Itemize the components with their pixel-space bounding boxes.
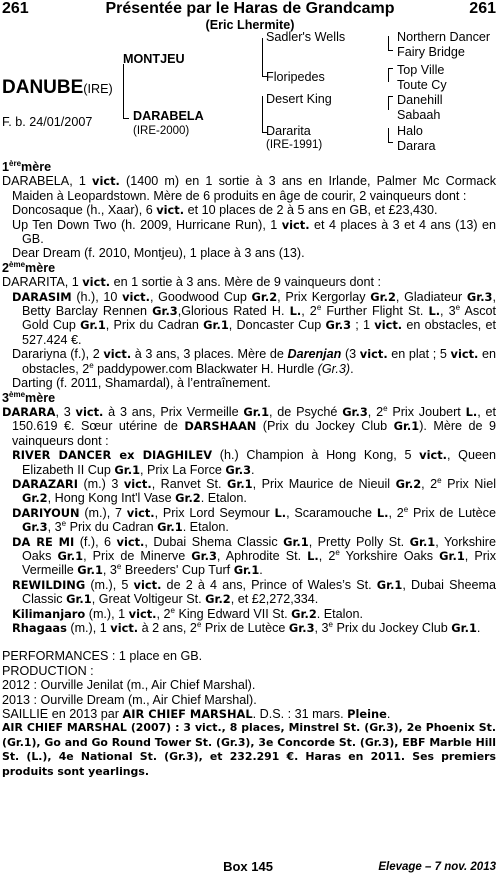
horse-name-line [2, 78, 113, 98]
g3-dam-sire-dam: Sabaah [397, 108, 441, 122]
covering: SAILLIE en 2013 par AIR CHIEF MARSHAL. D.S. : 31 mars. Pleine. [2, 707, 391, 722]
produce-entry: Dear Dream (f. 2010, Montjeu), 1 place à 3 ans (13). [12, 246, 305, 261]
bracket-line [262, 96, 263, 132]
bracket-line [388, 96, 389, 110]
bracket-line [388, 68, 389, 82]
page-number-left: 261 [2, 0, 29, 17]
produce-entry: Kilimanjaro (m.), 1 vict., 2e King Edward VII St. Gr.2. Etalon. [12, 605, 363, 621]
g3-dam-dam-sire: Halo [397, 124, 423, 138]
second-dam-heading: 2èmemère [2, 259, 56, 275]
produce-entry: DARAZARI (m.) 3 vict., Ranvet St. Gr.1, Prix Maurice de Nieuil Gr.2, 2e Prix Niel Gr.2, Hong Kong Int'l Vase Gr.2. Etalon. [12, 475, 496, 506]
sire-name: MONTJEU [123, 52, 185, 66]
bracket-line [388, 68, 393, 69]
bracket-line [123, 64, 124, 118]
g3-sire-sire-dam: Fairy Bridge [397, 45, 465, 59]
spacer [2, 635, 496, 649]
page-footer [0, 860, 496, 878]
second-dam-intro: DARARITA, 1 vict. en 1 sortie à 3 ans. Mère de 9 vainqueurs dont : [2, 275, 382, 290]
pedigree-table [0, 30, 500, 155]
dam-sire: Desert King [266, 92, 332, 106]
production-2013: 2013 : Ourville Dream (m., Air Chief Marshal). [2, 692, 257, 707]
g3-dam-sire-sire: Danehill [397, 93, 443, 107]
sire-dam: Floripedes [266, 70, 325, 84]
presenter-name: (Eric Lhermite) [205, 18, 295, 32]
page-number-right: 261 [469, 0, 496, 17]
third-dam-intro: DARARA, 3 vict. à 3 ans, Prix Vermeille Gr.1, de Psyché Gr.3, 2e Prix Joubert L., et 150.619 €. Sœur utérine de DARSHAAN (Prix du Jockey Club Gr.1). Mère de 9 vainqueurs dont : [2, 403, 496, 448]
stallion-record: AIR CHIEF MARSHAL (2007) : 3 vict., 8 places, Minstrel St. (Gr.3), 2e Phoenix St. (Gr.1), Go and Go Round Tower St. (Gr.3), 3e Concorde St. (Gr.3), EBF Marble Hill St. (L.), 4e National St. (Gr.3), et 232.291 €. Haras en 2011. Ses premiers produits sont yearlings. [2, 721, 496, 778]
produce-entry: RIVER DANCER ex DIAGHILEV (h.) Champion à Hong Kong, 5 vict., Queen Elizabeth II Cup Gr.1, Prix La Force Gr.3. [12, 448, 496, 477]
bracket-line [388, 36, 389, 50]
horse-name: DANUBE [2, 77, 84, 98]
g3-dam-dam-dam: Darara [397, 139, 436, 153]
produce-entry: Darariyna (f.), 2 vict. à 3 ans, 3 places. Mère de Darenjan (3 vict. en plat ; 5 vict. en obstacles, 2e paddypower.com Blackwater H. Hurdle (Gr.3). [12, 347, 496, 376]
page-title: Présentée par le Haras de Grandcamp [105, 0, 395, 17]
bracket-line [262, 38, 263, 76]
bracket-line [388, 96, 393, 97]
produce-entry: Rhagaas (m.), 1 vict. à 2 ans, 2e Prix de Lutèce Gr.3, 3e Prix du Jockey Club Gr.1. [12, 620, 481, 635]
dam-dam-info: (IRE-1991) [266, 139, 323, 151]
production-heading: PRODUCTION : [2, 663, 94, 678]
produce-entry: Doncosaque (h., Xaar), 6 vict. et 10 places de 2 à 5 ans en GB, et £23,430. [12, 203, 438, 218]
horse-country: (IRE) [83, 82, 113, 96]
bracket-line [388, 128, 389, 142]
g3-sire-dam-sire: Top Ville [397, 63, 445, 77]
produce-record [2, 160, 496, 779]
page-header [0, 0, 500, 32]
produce-entry: Up Ten Down Two (h. 2009, Hurricane Run), 1 vict. et 4 places à 3 et 4 ans (13) en GB. [12, 217, 497, 247]
g3-sire-dam-dam: Toute Cy [397, 78, 447, 92]
dam-dam: Dararita [266, 124, 311, 138]
first-dam-heading: 1èremère [2, 159, 52, 174]
produce-entry: Darting (f. 2011, Shamardal), à l’entraînement. [12, 376, 271, 391]
sire-sire: Sadler's Wells [266, 30, 346, 44]
horse-info: F. b. 24/01/2007 [2, 115, 93, 129]
bracket-line [388, 142, 393, 143]
produce-entry: DARIYOUN (m.), 7 vict., Prix Lord Seymour L., Scaramouche L., 2e Prix de Lutèce Gr.3, 3e Prix du Cadran Gr.1. Etalon. [12, 504, 496, 535]
produce-entry: REWILDING (m.), 5 vict. de 2 à 4 ans, Prince of Wales’s St. Gr.1, Dubai Sheema Classic Gr.1, Great Voltigeur St. Gr.2, et £2,272,334. [12, 577, 496, 607]
box-number: Box 145 [223, 859, 273, 874]
performances: PERFORMANCES : 1 place en GB. [2, 649, 203, 664]
bracket-line [123, 118, 129, 119]
dam-info: (IRE-2000) [133, 125, 190, 137]
third-dam-heading: 3èmemère [2, 389, 56, 405]
bracket-line [388, 50, 393, 51]
produce-entry: DA RE MI (f.), 6 vict., Dubai Shema Classic Gr.1, Pretty Polly St. Gr.1, Yorkshire Oaks Gr.1, Prix de Minerve Gr.3, Aphrodite St. L., 2e Yorkshire Oaks Gr.1, Prix Vermeille Gr.1, 3e Breeders' Cup Turf Gr.1. [12, 534, 497, 578]
g3-sire-sire-sire: Northern Dancer [397, 30, 491, 44]
edition-label: Elevage – 7 nov. 2013 [378, 861, 496, 873]
production-2012: 2012 : Ourville Jenilat (m., Air Chief Marshal). [2, 678, 256, 693]
dam-name: DARABELA [133, 109, 204, 123]
produce-entry: DARASIM (h.), 10 vict., Goodwood Cup Gr.2, Prix Kergorlay Gr.2, Gladiateur Gr.3, Betty Barclay Rennen Gr.3,Glorious Rated H. L., 2e Further Flight St. L., 3e Ascot Gold Cup Gr.1, Prix du Cadran Gr.1, Doncaster Cup Gr.3 ; 1 vict. en obstacles, et 527.424 €. [12, 289, 497, 347]
first-dam-intro: DARABELA, 1 vict. (1400 m) en 1 sortie à 3 ans en Irlande, Palmer Mc Cormack Maiden à Leopardstown. Mère de 6 produits en âge de courir, 2 vainqueurs dont : [2, 174, 496, 203]
